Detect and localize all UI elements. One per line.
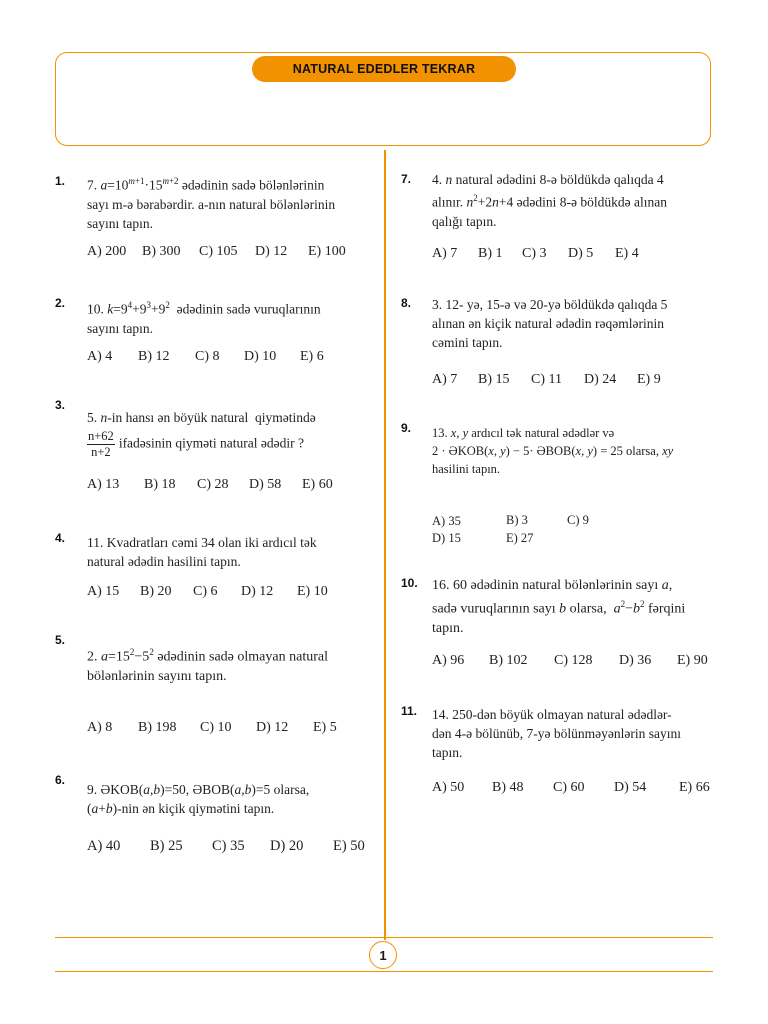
question-text	[87, 643, 377, 686]
question-text	[87, 296, 377, 338]
question-text	[432, 424, 717, 478]
question-line: sayını tapın.	[87, 215, 153, 231]
question-number: 7.	[401, 172, 412, 186]
option-d[interactable]: D) 54	[614, 780, 647, 795]
option-d[interactable]: D) 20	[270, 838, 304, 854]
option-e[interactable]: E) 90	[677, 653, 708, 668]
option-d[interactable]: D) 58	[249, 477, 282, 492]
option-b[interactable]: B) 20	[140, 584, 172, 599]
question-text	[87, 408, 377, 460]
option-b[interactable]: B) 18	[144, 477, 176, 492]
question-line: bölənlərinin sayını tapın.	[87, 668, 227, 684]
option-e[interactable]: E) 10	[297, 584, 328, 599]
option-d[interactable]: D) 12	[241, 584, 274, 599]
option-b[interactable]: B) 12	[138, 349, 170, 364]
question-number: 8.	[401, 296, 412, 310]
question-line: 9. ƏKOB(a,b)=50, ƏBOB(a,b)=5 olarsa,	[87, 782, 310, 797]
question-line: 14. 250-dən böyük olmayan natural ədədlər-	[432, 707, 672, 722]
question-line: 2. $a=15^2-5^2$ ədədinin sadə olmayan natural	[87, 647, 328, 665]
option-a[interactable]: A) 7	[432, 372, 458, 387]
question-line: 5. n-in hansı ən böyük natural qiymətində	[87, 410, 316, 425]
question-line: 2 · ƏKOB(x, y) − 5· ƏBOB(x, y) = 25 olarsa, xy	[432, 444, 674, 458]
question-number: 4.	[55, 531, 66, 545]
option-a[interactable]: A) 7	[432, 246, 458, 261]
question-line: 13. x, y ardıcıl tək natural ədədlər və	[432, 426, 615, 440]
option-d[interactable]: D) 10	[244, 349, 277, 364]
option-a[interactable]: A) 96	[432, 653, 465, 668]
option-d[interactable]: D) 12	[256, 720, 289, 735]
question-number: 11.	[401, 704, 418, 718]
fraction	[87, 429, 115, 460]
option-b[interactable]: B) 102	[489, 653, 528, 668]
question-number: 9.	[401, 421, 412, 435]
question-line: (a+b)-nin ən kiçik qiymətini tapın.	[87, 801, 275, 816]
option-b[interactable]: B) 1	[478, 246, 503, 261]
option-d[interactable]: D) 5	[568, 246, 594, 261]
question-text	[432, 170, 717, 231]
question-line: dən 4-ə bölünüb, 7-yə bölünməyənlərin sayını	[432, 726, 681, 741]
option-c[interactable]: C) 10	[200, 720, 232, 735]
option-c[interactable]: C) 9	[567, 513, 589, 527]
option-a[interactable]: A) 4	[87, 349, 113, 364]
question-line: 11. Kvadratları cəmi 34 olan iki ardıcıl tək	[87, 535, 317, 550]
question-number: 10.	[401, 576, 418, 590]
question-line: ifadəsinin qiymәti natural ədədir ?	[118, 435, 304, 451]
option-d[interactable]: D) 36	[619, 653, 652, 668]
question-line: alınır. $n^2+2n+4$ ədədini 8-ə böldükdə alınan	[432, 193, 667, 210]
question-line: alınan ən kiçik natural ədədin rəqəmlərinin	[432, 316, 665, 331]
option-a[interactable]: A) 13	[87, 477, 120, 492]
page-number: 1	[369, 941, 397, 969]
option-c[interactable]: C) 35	[212, 838, 245, 854]
option-a[interactable]: A) 40	[87, 838, 121, 854]
option-a[interactable]: A) 200	[87, 244, 127, 259]
question-line: sayını tapın.	[87, 320, 153, 336]
option-b[interactable]: B) 25	[150, 838, 183, 854]
option-c[interactable]: C) 105	[199, 244, 238, 259]
page-title: NATURAL EDEDLER TEKRAR	[252, 56, 516, 82]
option-b[interactable]: B) 300	[142, 244, 181, 259]
question-number: 6.	[55, 773, 66, 787]
question-text	[87, 172, 377, 233]
question-text	[432, 295, 717, 352]
question-text	[432, 705, 717, 762]
question-line: cəmini tapın.	[432, 335, 503, 350]
option-e[interactable]: E) 4	[615, 246, 639, 261]
question-text	[432, 576, 717, 638]
question-line: tapın.	[432, 745, 463, 760]
column-divider	[384, 150, 386, 940]
question-line: tapın.	[432, 620, 464, 636]
fraction-numerator: n+62	[88, 429, 114, 443]
option-c[interactable]: C) 128	[554, 653, 593, 668]
question-number: 1.	[55, 174, 66, 188]
footer-line-bottom	[55, 971, 713, 972]
option-a[interactable]: A) 35	[432, 514, 461, 528]
option-b[interactable]: B) 15	[478, 372, 510, 387]
question-number: 2.	[55, 296, 66, 310]
option-d[interactable]: D) 12	[255, 244, 288, 259]
option-d[interactable]: D) 24	[584, 372, 617, 387]
option-a[interactable]: A) 50	[432, 780, 465, 795]
question-number: 5.	[55, 633, 66, 647]
option-e[interactable]: E) 9	[637, 372, 661, 387]
question-line: 10. $k=9^4+9^3+9^2$ ədədinin sadə vuruqlarının	[87, 300, 321, 317]
option-e[interactable]: E) 5	[313, 720, 337, 735]
option-c[interactable]: C) 60	[553, 780, 585, 795]
option-c[interactable]: C) 11	[531, 372, 562, 387]
question-line: 3. 12- yə, 15-ə və 20-yə böldükdə qalıqda 5	[432, 297, 668, 312]
question-text	[87, 533, 377, 571]
question-line: 7. $a=10^{m+1}\cdot 15^{m+2}$ ədədinin sadə bölənlərinin	[87, 176, 325, 193]
option-c[interactable]: C) 3	[522, 246, 547, 261]
question-line: 16. 60 ədədinin natural bölənlərinin sayı a,	[432, 578, 673, 593]
option-e[interactable]: E) 6	[300, 349, 324, 364]
option-d[interactable]: D) 15	[432, 531, 461, 545]
option-e[interactable]: E) 66	[679, 780, 710, 795]
question-text	[87, 780, 377, 818]
question-line	[87, 429, 377, 460]
option-e[interactable]: E) 27	[506, 531, 534, 545]
footer-line-top	[55, 937, 713, 938]
question-line: qalığı tapın.	[432, 213, 497, 229]
option-b[interactable]: B) 48	[492, 780, 524, 795]
option-a[interactable]: A) 15	[87, 584, 120, 599]
option-c[interactable]: C) 6	[193, 584, 218, 599]
option-e[interactable]: E) 60	[302, 477, 333, 492]
option-e[interactable]: E) 100	[308, 244, 346, 259]
option-b[interactable]: B) 3	[506, 513, 528, 527]
fraction-denominator: n+2	[91, 445, 111, 459]
question-line: sayı m-ə bərabərdir. a-nın natural bölənlərinin	[87, 196, 336, 212]
question-line: hasilini tapın.	[432, 462, 501, 476]
option-b[interactable]: B) 198	[138, 720, 177, 735]
option-c[interactable]: C) 8	[195, 349, 220, 364]
question-line: sadə vuruqlarının sayı b olarsa, $a^2-b^2$ fərqini	[432, 599, 686, 617]
option-e[interactable]: E) 50	[333, 838, 365, 854]
question-number: 3.	[55, 398, 66, 412]
option-c[interactable]: C) 28	[197, 477, 229, 492]
question-line: 4. n natural ədədini 8-ə böldükdə qalıqda 4	[432, 172, 664, 187]
option-a[interactable]: A) 8	[87, 720, 113, 735]
question-line: natural ədədin hasilini tapın.	[87, 554, 241, 569]
